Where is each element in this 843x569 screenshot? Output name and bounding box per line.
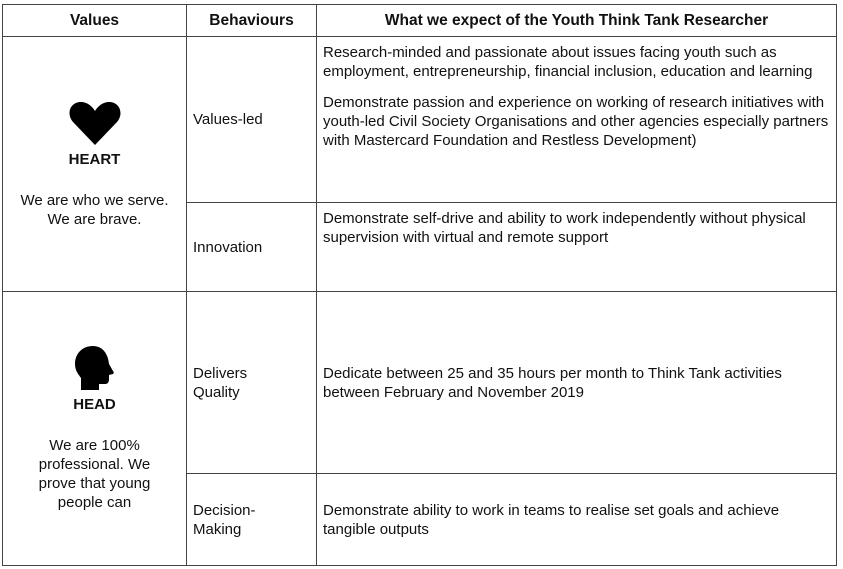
behaviour-delivers-quality (187, 292, 317, 474)
value-name-heart: HEART (68, 150, 121, 168)
value-cell-heart (3, 37, 187, 292)
value-description-line: We are brave. (47, 210, 142, 228)
behaviour-values-led: Values-led (187, 37, 317, 203)
behaviour-label-line: Making (193, 520, 242, 538)
behaviour-innovation: Innovation (187, 203, 317, 292)
header-values: Values (3, 5, 187, 37)
expectation-cell (317, 474, 837, 566)
expectation-cell (317, 203, 837, 292)
table-row (3, 292, 837, 474)
expectation-text: Demonstrate passion and experience on working of research initiatives with youth-led Civil Society Organisations and other agencies especially partners with Mastercard Foundation and Restless Development) (323, 94, 829, 149)
heart-icon (69, 100, 121, 146)
behaviour-label-line: Delivers (193, 364, 248, 382)
value-name-head: HEAD (73, 396, 116, 413)
expectation-cell (317, 292, 837, 474)
header-behaviours: Behaviours (187, 5, 317, 37)
header-row (3, 5, 837, 37)
behaviour-label-line: Quality (193, 383, 240, 401)
behaviour-decision-making (187, 474, 317, 566)
head-icon (73, 345, 117, 391)
values-behaviours-table (2, 4, 837, 566)
expectation-text: Demonstrate self-drive and ability to work independently without physical supervision with virtual and remote support (323, 210, 806, 246)
expectation-text: Demonstrate ability to work in teams to realise set goals and achieve tangible outputs (323, 501, 780, 538)
expectation-cell (317, 37, 837, 203)
table-row (3, 37, 837, 203)
value-description-head: We are 100% professional. We prove that young people can (38, 437, 151, 511)
value-description-heart (9, 191, 180, 229)
value-cell-head (3, 292, 187, 566)
expectation-text: Research-minded and passionate about issues facing youth such as employment, entrepreneurship, financial inclusion, education and learning (323, 44, 813, 80)
value-description-line: We are who we serve. (20, 191, 169, 209)
behaviour-label-line: Decision- (193, 501, 256, 519)
expectation-text: Dedicate between 25 and 35 hours per month to Think Tank activities between February and November 2019 (323, 364, 782, 401)
header-expectations: What we expect of the Youth Think Tank Researcher (317, 5, 837, 37)
